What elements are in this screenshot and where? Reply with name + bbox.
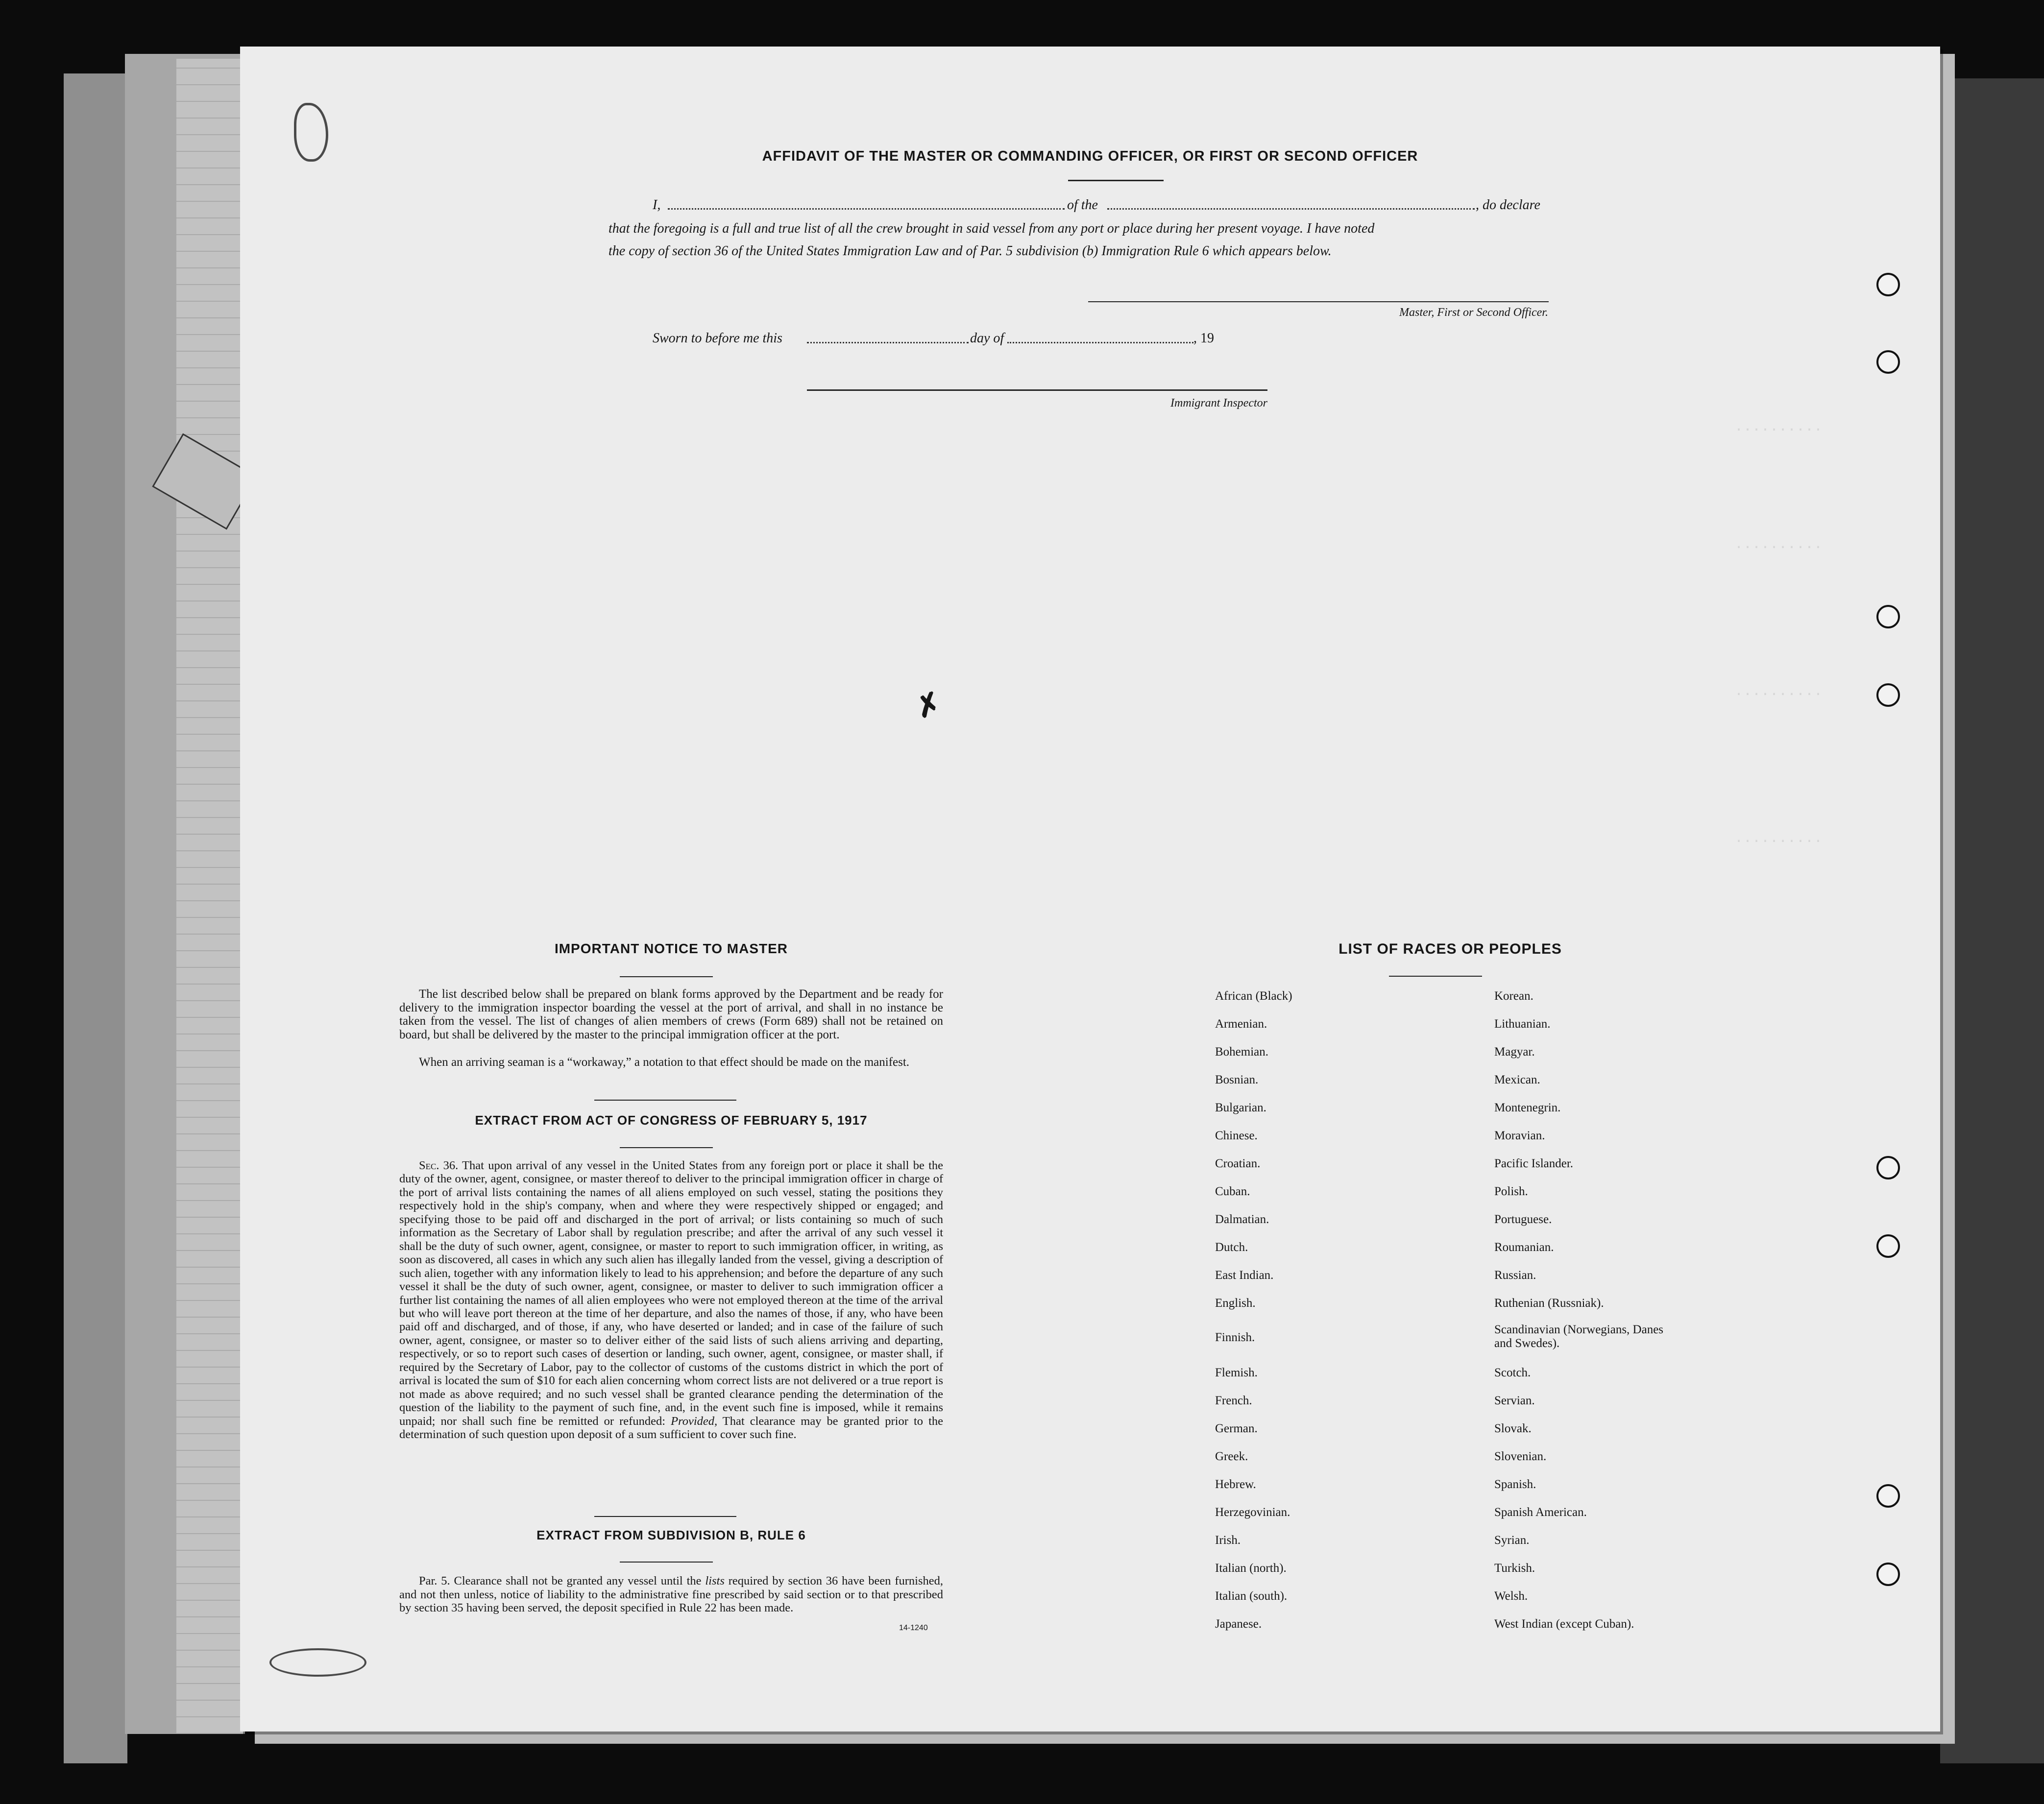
race-item: Italian (south). [1215,1589,1288,1603]
race-item: Portuguese. [1494,1213,1552,1226]
form-number: 14-1240 [899,1624,928,1632]
race-item: French. [1215,1394,1252,1407]
sworn-prefix: Sworn to before me this [653,331,782,346]
race-item: Turkish. [1494,1562,1535,1575]
proviso-text: That clearance may be granted prior to the determination of such question upon deposit of a sum sufficient to cover such fine. [399,1414,944,1442]
race-item: Servian. [1494,1394,1535,1407]
ledger-edge [176,59,245,1734]
punch-hole [1876,605,1900,628]
inspector-label: Immigrant Inspector [1170,397,1267,409]
race-item: Montenegrin. [1494,1101,1561,1114]
notice-paragraph-2: When an arriving seaman is a “workaway,” a notation to that effect should be made on the manifest. [419,1056,910,1069]
vessel-name-field[interactable] [1107,208,1475,210]
race-item: Bohemian. [1215,1045,1269,1058]
race-item: Spanish. [1494,1478,1536,1491]
affidavit-line-2: that the foregoing is a full and true list of all the crew brought in said vessel from any port or place during her present voyage. I have noted [608,221,1375,236]
race-item: Bulgarian. [1215,1101,1266,1114]
race-item: West Indian (except Cuban). [1494,1617,1634,1631]
punch-hole [1876,273,1900,296]
race-item: Flemish. [1215,1366,1258,1379]
race-item: Spanish American. [1494,1506,1587,1519]
par-5-continued: required by section 36 have been furnished, and not then unless, notice of liability to the administrative fine prescribed by said section or to that prescribed by section 35 having been served, the deposit specified in Rule 22 has been made. [399,1574,944,1614]
race-item: Finnish. [1215,1331,1255,1344]
races-underline [1389,976,1482,977]
act-underline [620,1147,713,1148]
race-item: Syrian. [1494,1534,1530,1547]
notice-title: IMPORTANT NOTICE TO MASTER [554,941,788,956]
race-item: Irish. [1215,1534,1241,1547]
sworn-day-field[interactable] [807,342,969,343]
bleed-through: .......... [1734,419,1823,435]
master-signature-line[interactable] [1088,301,1549,302]
notice-paragraph-1: The list described below shall be prepared on blank forms approved by the Department and be ready for delivery to the immigration inspector boarding the vessel at the port of arrival, and shall in no instance be taken from the vessel. The list of changes of alien members of crews (Form 689) shall not be retained on board, but shall be delivered by the master to the principal immigration officer at the port. [399,987,943,1041]
affidavit-i: I, [653,197,661,213]
par-5-text: Par. 5. Clearance shall not be granted any vessel until the [419,1574,702,1588]
race-item: Ruthenian (Russniak). [1494,1297,1604,1310]
title-underline [1068,180,1164,181]
sworn-year: , 19 [1193,331,1214,346]
affidavit-title: AFFIDAVIT OF THE MASTER OR COMMANDING OFFICER, OR FIRST OR SECOND OFFICER [762,148,1418,164]
race-item: Pacific Islander. [1494,1157,1574,1170]
race-item: Scotch. [1494,1366,1531,1379]
document-page [240,47,1940,1732]
race-item: Moravian. [1494,1129,1545,1142]
sworn-day-of: day of [970,331,1004,346]
pen-mark [269,1648,366,1677]
handwritten-mark: ✗ [911,686,946,725]
race-item: Lithuanian. [1494,1017,1551,1031]
master-name-field[interactable] [668,208,1065,210]
lists-word: lists [705,1574,725,1588]
section-divider [594,1516,736,1517]
race-item: Cuban. [1215,1185,1250,1198]
race-item: Croatian. [1215,1157,1261,1170]
race-item: Greek. [1215,1450,1248,1463]
bleed-through: .......... [1734,830,1823,847]
race-item: Chinese. [1215,1129,1258,1142]
inspector-signature-line[interactable] [807,389,1267,391]
act-extract-title: EXTRACT FROM ACT OF CONGRESS OF FEBRUARY 5, 1917 [475,1113,868,1128]
signature-label: Master, First or Second Officer. [1399,306,1548,319]
scan-right-edge [1940,78,2044,1763]
race-item: Scandinavian (Norwegians, Danes and Swedes). [1494,1323,1664,1350]
section-divider [594,1100,736,1101]
race-item: Welsh. [1494,1589,1528,1603]
affidavit-of-the: of the [1067,197,1098,213]
notice-underline [620,976,713,977]
race-item: Russian. [1494,1269,1536,1282]
race-item: English. [1215,1297,1256,1310]
race-item: Armenian. [1215,1017,1267,1031]
race-item: Hebrew. [1215,1478,1256,1491]
punch-hole [1876,1563,1900,1586]
race-item: Magyar. [1494,1045,1535,1058]
scan-left-edge [64,73,127,1763]
race-item: African (Black) [1215,989,1292,1003]
race-item: Dalmatian. [1215,1213,1269,1226]
race-item: East Indian. [1215,1269,1274,1282]
act-extract-text [399,1159,943,1442]
race-item: Slovak. [1494,1422,1532,1435]
race-item: Roumanian. [1494,1241,1554,1254]
bleed-through: .......... [1734,683,1823,700]
punch-hole [1876,683,1900,707]
rule-extract-title: EXTRACT FROM SUBDIVISION B, RULE 6 [536,1528,806,1542]
race-item: Dutch. [1215,1241,1248,1254]
race-item: Slovenian. [1494,1450,1547,1463]
rule-underline [620,1562,713,1563]
rule-extract-text [399,1574,943,1615]
race-item: Mexican. [1494,1073,1540,1086]
race-item: Korean. [1494,989,1533,1003]
punch-hole [1876,350,1900,374]
race-item: Herzegovinian. [1215,1506,1290,1519]
race-item: Polish. [1494,1185,1528,1198]
punch-hole [1876,1234,1900,1258]
affidavit-line-3: the copy of section 36 of the United States Immigration Law and of Par. 5 subdivision (b) Immigration Rule 6 which appears below. [608,243,1332,259]
punch-hole [1876,1156,1900,1179]
affidavit-declare: , do declare [1476,197,1540,213]
race-item: Japanese. [1215,1617,1262,1631]
race-item: German. [1215,1422,1258,1435]
proviso-label: Provided, [671,1414,718,1428]
races-title: LIST OF RACES OR PEOPLES [1338,941,1562,957]
race-item: Italian (north). [1215,1562,1287,1575]
section-36-text: That upon arrival of any vessel in the United States from any foreign port or place it shall be the duty of the owner, agent, consignee, or master thereof to deliver to the principal immigration officer in charge of the port of arrival lists containing the names of all aliens employed on such vessel, stating the positions they respectively hold in the ship's company, when and where they were respectively shipped or engaged; and specifying those to be paid off and discharged in the port of arrival; or lists containing so much of such information as the Secretary of Labor shall by regulation prescribe; and after the arrival of any such vessel it shall be the duty of such owner, agent, consignee, or master to report to such immigration officer, in writing, as soon as discovered, all cases in which any such alien has illegally landed from the vessel, giving a description of such alien, together with any information likely to lead to his apprehension; and before the departure of any such vessel it shall be the duty of such owner, agent, consignee, or master to deliver to such immigration officer a further list containing the names of all alien employees who were not employed thereon at the time of the arrival but who will leave port thereon at the time of her departure, and also the names of those, if any, who have been paid off and discharged, and of those, if any, who have deserted or landed; and in case of the failure of such owner, agent, consignee, or master so to deliver either of the said lists of such aliens arriving and departing, respectively, or so to report such cases of desertion or landing, such owner, agent, consignee, or master shall, if required by the Secretary of Labor, pay to the collector of customs of the customs district in which the port of arrival is located the sum of $10 for each alien concerning whom correct lists are not delivered or a true report is not made as above required; and no such vessel shall be granted clearance pending the determination of the question of the liability to the payment of such fine, and, in the event such fine is imposed, while it remains unpaid; nor shall such fine be remitted or refunded: [399,1159,943,1428]
sworn-month-field[interactable] [1007,342,1193,343]
bleed-through: .......... [1734,536,1823,553]
punch-hole [1876,1484,1900,1508]
race-item: Bosnian. [1215,1073,1259,1086]
section-label: Sec. 36. [419,1159,459,1172]
